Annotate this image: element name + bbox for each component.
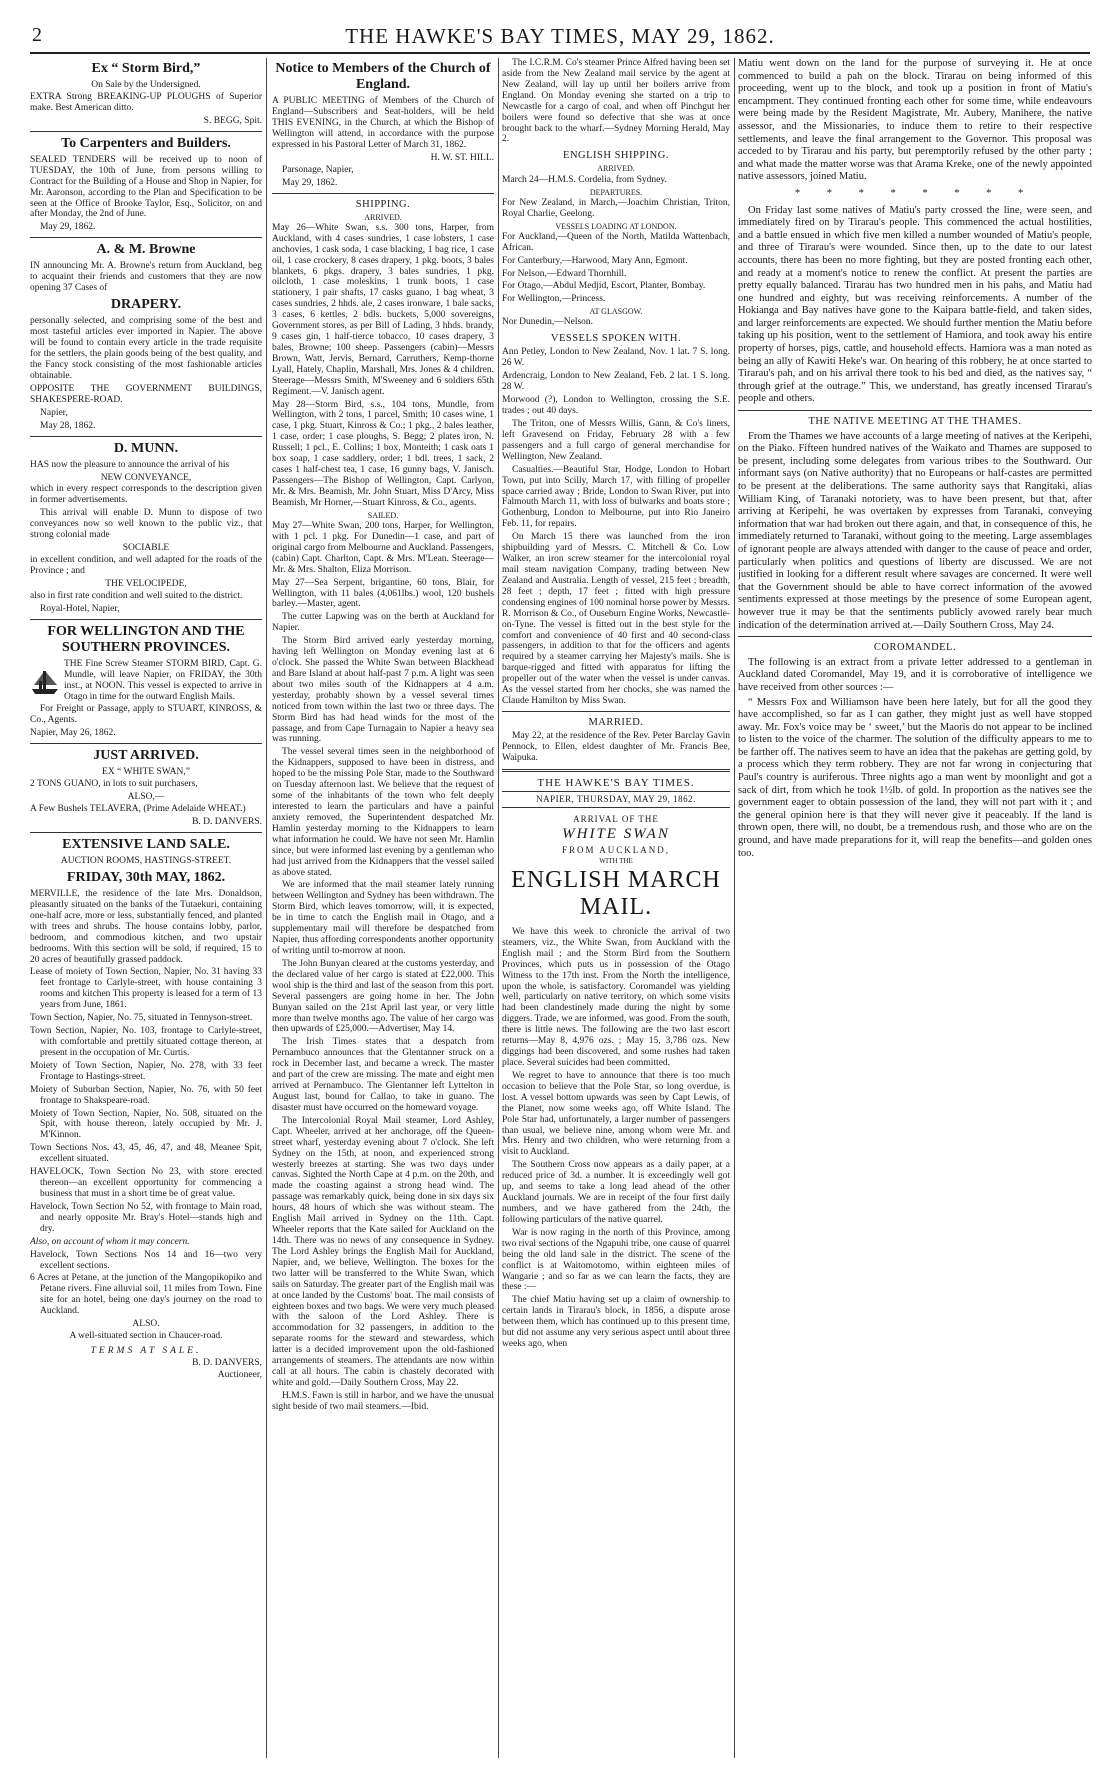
- subheading: ARRIVED.: [364, 212, 402, 222]
- ad-sub: EX “ WHITE SWAN,”: [102, 767, 190, 778]
- divider: [272, 193, 494, 194]
- column-rule: [734, 58, 735, 1758]
- paragraph: The Storm Bird arrived early yesterday morning, having left Wellington on Monday evening last at 6 o'clock. She passed the White Swan between Blackhead and Bare Island at about half-past 7 p.m. A light was seen about two miles south of the Kidnappers at 4 a.m. yesterday, probably shown by a vessel several times noticed from town within the last two or three days. The Storm Bird has had head winds for the most of the passage, and from Cape Turnagain to Napier a heavy sea was running.: [272, 636, 494, 745]
- ad-title: A. & M. Browne: [96, 242, 196, 258]
- editorial-masthead: THE HAWKE'S BAY TIMES.: [537, 776, 695, 789]
- notice-date: May 29, 1862.: [282, 177, 338, 188]
- divider: [738, 410, 1092, 411]
- column-2: [272, 58, 494, 1763]
- ad-signature: B. D. DANVERS,: [192, 1357, 262, 1368]
- church-notice: [272, 61, 494, 189]
- ad-body: SEALED TENDERS will be received up to noon of TUESDAY, the 10th of June, from persons willing to Contract for the Building of a House and Shop in Napier, for Mr. Aaronson, according to the Plan and Specification to be seen at the Office of Brooke Taylor, Esq., Solicitor, on and after Monday, the 2nd of June.: [30, 154, 262, 220]
- paragraph: The Triton, one of Messrs Willis, Gann, & Co's liners, left Gravesend on Friday, February 28 with a few passengers and a full cargo of general merchandise for Wellington, New Zealand.: [502, 419, 730, 462]
- divider: [738, 636, 1092, 637]
- ad-signature: B. D. DANVERS.: [192, 817, 262, 827]
- paragraph: On March 15 there was launched from the iron shipbuilding yard of Messrs. C. Mitchell & Co. Low Walker, an iron screw steamer for the intercolonial royal mail steam navigation Company, trading between New Zealand and Australia. Length of vessel, 215 feet ; breadth, 28 feet ; depth, 17 feet ; fitted with high pressure condensing engines of 100 nominal horse power by Messrs. R. Morrison & Co., of Ouseburn Engine Works, Newcastle-on-Tyne. The vessel is fitted out in the best style for the comfort and convenience of 40 first and 40 second-class passengers, in addition to that for the officers and agents required by a steamer carrying her Majesty's mails. She is barque-rigged and fitted with apparatus for lifting the propeller out of the water when the vessel is under canvas. As the vessel started from her chocks, she was named the Claude Hamilton by Miss Swan.: [502, 532, 730, 707]
- just-arrived-ad: [30, 748, 262, 828]
- lot: Town Sections Nos. 43, 45, 46, 47, and 48, Meanee Spit, excellent situated.: [30, 1143, 262, 1165]
- divider: [30, 131, 262, 132]
- section-heading: SHIPPING.: [355, 198, 411, 210]
- lot: Town Section, Napier, No. 75, situated in Tennyson-street.: [30, 1013, 253, 1024]
- ad-date: May 28, 1862.: [40, 420, 96, 431]
- paragraph: The Southern Cross now appears as a daily paper, at a reduced price of 3d. a number. It is exceedingly well got up, and seems to take a long lead ahead of the other Auckland journals. We are in receipt of the four first daily numbers, and we have gathered from the 24th, the following particulars of the native quarrel.: [502, 1160, 730, 1225]
- shipping-entry: For New Zealand, in March,—Joachim Christian, Triton, Royal Charlie, Geelong.: [502, 197, 730, 219]
- section-heading: ENGLISH SHIPPING.: [563, 150, 669, 162]
- section-heading: VESSELS SPOKEN WITH.: [550, 333, 682, 345]
- divider: [502, 769, 730, 772]
- dateline: NAPIER, THURSDAY, MAY 29, 1862.: [502, 791, 730, 807]
- lot: Also, on account of whom it may concern.: [30, 1236, 190, 1247]
- shipping-entry: For Auckland,—Queen of the North, Matilda Wattenbach, African.: [502, 231, 730, 253]
- divider: [30, 832, 262, 833]
- ad-body: EXTRA Strong BREAKING-UP PLOUGHS of Superior make. Best American ditto.: [30, 92, 262, 113]
- subheading: AT GLASGOW.: [589, 307, 643, 317]
- shipping-entry: For Canterbury,—Harwood, Mary Ann, Egmont.: [502, 255, 688, 266]
- paragraph: The chief Matiu having set up a claim of ownership to certain lands in Tirarau's block, in 1856, a dispute arose between them, which has continued up to this present time, but did not assume any very serious aspect until about three weeks ago, when: [502, 1295, 730, 1350]
- ad-text: which in every respect corresponds to the description given in former advertisements.: [30, 484, 262, 506]
- page-header: [30, 20, 1090, 54]
- paragraph: The cutter Lapwing was on the berth at Auckland for Napier.: [272, 612, 494, 634]
- shipping-entry: Ardencraig, London to New Zealand, Feb. 2 lat. 1 S. long. 28 W.: [502, 371, 730, 393]
- ad-item: THE VELOCIPEDE,: [105, 578, 187, 589]
- ad-signature: S. BEGG, Spit.: [203, 115, 262, 126]
- ad-title: FOR WELLINGTON AND THE SOUTHERN PROVINCES.: [47, 623, 245, 655]
- ad-item: NEW CONVEYANCE,: [100, 472, 192, 483]
- shipping-entry: May 26—White Swan, s.s. 300 tons, Harper, from Auckland, with 4 cases sundries, 1 case lobsters, 1 case anchovies, 1 cask soda, 1 case blacking, 1 bag rice, 1 case oil, 1 case crockery, 8 cases drapery, 1 pkg. boots, 3 bales blankets, 6 pkgs. drapery, 3 bales sundries, 1 pkg. oilcloth, 1 case moleskins, 1 trunk boots, 1 case stationery, 1 pair shafts, 17 casks guano, 1 bag wheat, 3 cases sundries, 2 hhds. ale, 2 cases ironware, 1 bale sacks, 3 cases, 6 kettles, 2 bdls. buckets, 5,000 sovereigns, Government stores, as per Bill of Lading, 3 hhds. brandy, 9 cases gin, 1 half-tierce tobacco, 10 cases drapery, 3 bales, Browne; 100 sheep. Passengers (cabin)—Messrs Brown, Watt, Jervis, Bernard, Carruthers, Kemp-thorne Lyall, Hately, Chaplin, Marshall, Mrs. Jones & 4 children. Steerage—Messrs Smith, M'Sweeney and 6 soldiers 65th Regiment.—V. Janisch agent.: [272, 222, 494, 397]
- lot: HAVELOCK, Town Section No 23, with store erected thereon—an excellent opportunity for commencing a business that must in a short time be of great value.: [30, 1167, 262, 1199]
- notice-title: Notice to Members of the Church of England.: [275, 61, 491, 93]
- ad-body: A Few Bushels TELAVERA, (Prime Adelaide WHEAT.): [30, 804, 246, 815]
- page-number: 2: [32, 24, 42, 46]
- lot: Moiety of Town Section, Napier, No. 508, situated on the Spit, with house thereon, lately occupied by Mr. J. M'Kinnon.: [30, 1108, 262, 1141]
- wellington-ad: [30, 624, 262, 740]
- ad-text: This arrival will enable D. Munn to dispose of two conveyances now so well known to the public viz., that strong colonial made: [30, 508, 262, 541]
- paragraph: May 22, at the residence of the Rev. Peter Barclay Gavin Pennock, to Ellen, eldest daughter of Mr. Francis Bee, Waipuka.: [502, 731, 730, 763]
- column-4: [738, 58, 1092, 1763]
- column-rule: [266, 58, 267, 1758]
- shipping-entry: For Wellington,—Princess.: [502, 294, 606, 305]
- shipping-entry: Morwood (?), London to Wellington, crossing the S.E. trades ; out 40 days.: [502, 395, 730, 417]
- shipping-entry: May 27—Sea Serpent, brigantine, 60 tons, Blair, for Wellington, with 11 bales (4,061lbs.) wool, 120 bushels barley.—Master, agent.: [272, 577, 494, 610]
- subheading: ARRIVED.: [597, 164, 635, 174]
- lot: Havelock, Town Sections Nos 14 and 16—two very excellent sections.: [30, 1249, 262, 1271]
- column-3: [502, 58, 730, 1763]
- ad-date: Napier, May 26, 1862.: [30, 728, 116, 739]
- munn-ad: [30, 441, 262, 615]
- ad-freight: For Freight or Passage, apply to STUART, KINROSS, & Co., Agents.: [30, 704, 262, 726]
- paragraph: The Irish Times states that a despatch from Pernambuco announces that the Glentanner struck on a rock in December last, and became a wreck. The master and part of the crew are missing. The mate and eight men arrived at Pernambuco. The Glentanner left Lyttelton in August last, bound for Callao, to take in guano. The disaster must have occurred on the homeward voyage.: [272, 1037, 494, 1113]
- ad-date: May 29, 1862.: [40, 222, 96, 233]
- paragraph: The vessel several times seen in the neighborhood of the Kidnappers, supposed to have been in distress, and hoped to be the missing Pole Star, made to the Southward on Tuesday afternoon last. We believe that the request of some of the inhabitants of the town who felt deeply interested to learn the particulars and have a painful anxiety removed, the Superintendent despatched Mr. Hamlin yesterday morning to the Kidnappers to learn what information he could. We have not seen Mr. Hamlin since, but were informed last evening by a gentleman who had just arrived from the Kidnappers that the vessel sailed as above stated.: [272, 747, 494, 878]
- from-label: FROM AUCKLAND,: [561, 845, 670, 856]
- browne-ad: [30, 242, 262, 431]
- shipping-section: [272, 199, 494, 1413]
- divider: [30, 436, 262, 437]
- with-label: WITH THE: [599, 856, 633, 865]
- ad-intro: HAS now the pleasure to announce the arrival of his: [30, 459, 230, 470]
- ad-text: also in first rate condition and well suited to the district.: [30, 590, 243, 601]
- lot: Lease of moiety of Town Section, Napier, No. 31 having 33 feet frontage to Carlyle-street, with house containing 3 rooms and kitchen This property is leased for a term of 13 years from June, 1861.: [30, 967, 262, 1011]
- subheading: SAILED.: [367, 510, 399, 520]
- paragraph: We are informed that the mail steamer lately running between Wellington and Sydney has been withdrawn. The Storm Bird, which leaves tomorrow, will, it is expected, be in time to catch the English mail in Otago, and a supplementary mail will therefore be despatched from Napier, thus affording correspondents another opportunity of writing until to-morrow at noon.: [272, 880, 494, 956]
- paragraph: On Friday last some natives of Matiu's party crossed the line, were seen, and immediately fired on by Tirarau's people. This commenced the actual hostilities, and a battle ensued in which five men killed a number wounded of Matiu's people, and three of Tirarau's were wounded. Since then, up to the date to our latest accounts, there has been no more fighting, but they are posted fronting each other, and ready at a moment's notice to renew the conflict. At present the parties are pretty equally balanced. Tirarau has two hundred men in his pahs, and Matiu had one hundred and eighty, but was receiving reinforcements. A number of the Hokianga and Bay natives have gone to the Kaipara battle-field, and taken sides, and larger reinforcements are expected. We should further mention the Matiu before taking up his position, went to the settlement of Hamiora, and took away his entire property of horses, pigs, cattle, and household effects. Hamiora was a man noted as being an ally of Kawiti Heke's war. On hearing of this robbery, he at once started to Tirarau's pah, and on his arrival there took to his bed and died, as the natives say, “ through grief at the outrage.” This, we understand, has greatly incensed Tirarau's people and others.: [738, 204, 1092, 405]
- ad-signature: Royal-Hotel, Napier,: [40, 603, 120, 614]
- ad-title: JUST ARRIVED.: [93, 748, 199, 764]
- shipping-entry: May 28—Storm Bird, s.s., 104 tons, Mundle, from Wellington, with 2 tons, 1 parcel, Smith; 10 cases wine, 1 case, 1 pkg. Stuart, Kinross & Co.; 1 pkg., 2 bales leather, 1 case, order; 1 case ploughs, S. Begg; 2 plates iron, N. Russell; 1 pcl., E. Collins; 1 box, Monteith; 1 cask oats 1 box soap, 1 case saddlery, order; 1 bdl. trees, 1 sack, 2 cases 1 half-chest tea, 1 case, 16 gunny bags, V. Janisch. Passengers—The Bishop of Wellington, Capt. Carlyon, Mr. & Mrs. Beamish, Mr. John Stuart, Miss D'Arcy, Miss Beamish, Mr Horner,—Stuart Kinross, & Co., agents.: [272, 399, 494, 508]
- storm-bird-ad: [30, 61, 262, 127]
- paragraph: H.M.S. Fawn is still in harbor, and we have the unusual sight beside of two mail steamers.—Ibid.: [272, 1390, 494, 1412]
- ad-body: THE Fine Screw Steamer STORM BIRD, Capt. G. Mundle, will leave Napier, on FRIDAY, the 30th inst., at NOON. This vessel is expected to arrive in Otago in time for the outward English Mails.: [64, 658, 262, 702]
- column-1: [30, 58, 262, 1763]
- paragraph: The I.C.R.M. Co's steamer Prince Alfred having been set aside from the New Zealand mail service by the agent at New Zealand, will lay up until her boilers arrive from England. On Monday evening she started on a trip to Newcastle for a cargo of coal, and when off Pinchgut her boilers were found so defective that she was at once brought back to the wharf.—Sydney Morning Herald, May 2.: [502, 58, 730, 145]
- ad-sub: AUCTION ROOMS, HASTINGS-STREET.: [60, 856, 232, 867]
- ship-name: WHITE SWAN: [562, 826, 670, 843]
- paragraph: War is now raging in the north of this Province, among two rival sections of the Ngapuhi tribe, one cause of quarrel being the old land sale in the district. The scene of the conflict is at Waitomotomo, within eighteen miles of Wangarie ; and so far as we can learn the facts, they are these :—: [502, 1227, 730, 1293]
- sale-date: FRIDAY, 30th MAY, 1862.: [66, 869, 226, 885]
- paragraph: We regret to have to announce that there is too much occasion to believe that the Pole Star, so long overdue, is lost. A vessel bottom upwards was seen by Capt Lewis, of the Planet, now some weeks ago, off White Island. The Pole Star had, unfortunately, a larger number of passengers than usual, we believe nine, among whom were Mr. and Mrs. Henry and two children, who were returning from a visit to Auckland.: [502, 1070, 730, 1158]
- paragraph: We have this week to chronicle the arrival of two steamers, viz., the White Swan, from Auckland with the English mail ; and the Storm Bird from the Southern Provinces, which puts us in possession of the Otago Witness to the 17th inst. From the North the intelligence, upon the whole, is satisfactory. Coromandel was yielding well, particularly on native territory, on which some visits had been clandestinely made during the night by some diggers. Trade, we are informed, was good. From the south, there is little news. The following are the two last escort returns—May 8, 4,976 ozs. ; May 15, 3,786 ozs. New diggings had been discovered, and some rushes had taken place. Several suicides had been committed.: [502, 926, 730, 1069]
- asterism: * * * * * * * *: [794, 187, 1036, 199]
- ad-body: 2 TONS GUANO, in lots to suit purchasers,: [30, 779, 198, 790]
- ad-title: EXTENSIVE LAND SALE.: [62, 836, 230, 852]
- ad-place: Napier,: [40, 407, 68, 418]
- divider: [30, 743, 262, 744]
- ad-address: OPPOSITE THE GOVERNMENT BUILDINGS, SHAKESPERE-ROAD.: [30, 383, 262, 405]
- paragraph: From the Thames we have accounts of a large meeting of natives at the Keripehi, on the Piako. Fifteen hundred natives of the Waikato and Thames are supposed to be present, including some delegates from various tribes to the Southward. Our informant says (on Native authority) that no Europeans or half-castes are permitted to be present at the deliberations. The same authority says that Rangitaki, alias William King, of Taranaki notoriety, was to have been present, but that, after arriving at Keripehi, he was overtaken by expresses from Taranaki, conveying information that war had broken out there again, and that, in consequence of this, he immediately returned to Taranaki, without going to the meeting. Large assemblages of ignorant people are always attended with danger to the cause of peace and order, particularly when politics and questions of liberty are discussed. We are not justified in looking for a different result where savages are concerned. It were well that the Government should be able to have correct information of the avowed sentiments expressed at those meetings by the presence of some European agent, however true it may be that the sentiments publicly avowed rarely bear much indication of the determination arrived at.—Daily Southern Cross, May 24.: [738, 430, 1092, 631]
- ad-title: Ex “ Storm Bird,”: [91, 61, 201, 76]
- section-heading: COROMANDEL.: [873, 642, 957, 654]
- notice-place: Parsonage, Napier,: [282, 164, 354, 175]
- masthead-title: THE HAWKE'S BAY TIMES, MAY 29, 1862.: [345, 24, 775, 48]
- carpenters-ad: [30, 136, 262, 234]
- subheading: DEPARTURES.: [589, 187, 643, 197]
- lot: Moiety of Town Section, Napier, No. 278, with 33 feet Frontage to Hastings-street.: [30, 1060, 262, 1082]
- paragraph: Matiu went down on the land for the purpose of surveying it. He at once commenced to build a pah on the block. Tirarau on being informed of this proceeding, went up to the block, and took up a position in front of Matiu's encampment. They continued fronting each other for some time, while endeavours were being made by the Resident Magistrate, Mr. Aubery, Manihere, the native assessor, and the Missionaries, to induce them to retire to their respective settlements, and leave the final arrangement to the Governor. This proposal was acceded to by Tirarau and his party, but peremptorily refused by the other party ; and what made the matter worse was that Arama Kreke, one of the newly appointed native assessors, joined Matiu.: [738, 58, 1092, 183]
- subheading: VESSELS LOADING AT LONDON.: [555, 221, 677, 231]
- shipping-entry: For Nelson,—Edward Thornhill.: [502, 268, 627, 279]
- paragraph: “ Messrs Fox and Williamson have been here lately, but for all the good they have accomplished, so far as I can gather, they might just as well have stopped away. Mr. Fox's voice may be ‘ sweet,’ but the Maoris do not appear to be inclined to listen to the voice of the charmer. The solution of the difficulty appears to me to be farther off. The natives seem to have an idea that the pakehas are getting gold, by a process which they term robbery. They are not far wrong in conjecturing that Paul's country is auriferous. Three nights ago a man went by moonlight and got a sack of dirt, from which he took 1½lb. of gold. In proportion as the natives see the government eager to obtain possession of the land, they will not part with it ; and the general opinion here is that they will never give it peaceably. If the land is thrown open, there will, no doubt, be a tremendous rush, and those who are on the ground, and have made preparations for it, will reap the benefits—and golden ones too.: [738, 696, 1092, 859]
- section-heading: THE NATIVE MEETING AT THE THAMES.: [808, 416, 1022, 428]
- ad-body: personally selected, and comprising some of the best and most tasteful articles ever imported in Napier. The above will be found to contain every article in the trade requisite for the settlers, the plain goods being of the best quality, and the Fancy stock consisting of the most fashionable articles obtainable.: [30, 316, 262, 381]
- section-heading: MARRIED.: [588, 716, 644, 728]
- shipping-entry: March 24—H.M.S. Cordelia, from Sydney.: [502, 174, 667, 185]
- lot: Moiety of Suburban Section, Napier, No. 76, with 50 feet frontage to Shakspeare-road.: [30, 1084, 262, 1106]
- paragraph: The following is an extract from a private letter addressed to a gentleman in Auckland dated Coromandel, May 19, and it is corroborative of intelligence we have received from other sources :—: [738, 656, 1092, 693]
- divider: [30, 619, 262, 620]
- ad-title: To Carpenters and Builders.: [61, 135, 231, 151]
- ad-intro: IN announcing Mr. A. Browne's return from Auckland, beg to acquaint their friends and customers that they are now opening 37 Cases of: [30, 261, 262, 294]
- paragraph: Casualties.—Beautiful Star, Hodge, London to Hobart Town, put into Scilly, March 17, with filling of propeller space carried away ; Bride, London to Swan River, put into Falmouth March 11, with loss of bulwarks and boats store ; Gothenburg, London to Melbourne, put into Rio Janeiro Feb. 11, for repairs.: [502, 464, 730, 530]
- divider: [30, 237, 262, 238]
- shipping-entry: Nor Dunedin,—Nelson.: [502, 317, 594, 328]
- notice-body: A PUBLIC MEETING of Members of the Church of England—Subscribers and Seat-holders, will be held THIS EVENING, in the Church, at which the Bishop of Wellington will attend, in accordance with the purpose expressed in his Pastoral Letter of March 31, 1862.: [272, 96, 494, 150]
- ad-body: MERVILLE, the residence of the late Mrs. Donaldson, pleasantly situated on the banks of the Tutaekuri, containing one-half acre, more or less, substantially fenced, and planted with trees and shrubs. The house contains lobby, parlor, bedroom, and commodious kitchen, and two upstair bedrooms. With this section will be sold, if required, 15 to 20 acres of beautifully grassed paddock.: [30, 889, 262, 965]
- ad-body: A well-situated section in Chaucer-road.: [69, 1331, 223, 1342]
- english-mail-heading: ENGLISH MARCH MAIL.: [511, 866, 721, 921]
- land-sale-ad: [30, 837, 262, 1381]
- ad-also: ALSO,—: [127, 792, 165, 803]
- lot: 6 Acres at Petane, at the junction of the Mangopikopiko and Petane rivers. Fine alluvial soil, 11 miles from Town. Fine site for an hotel, being one day's journey on the road to Auckland.: [30, 1273, 262, 1317]
- column-rule: [498, 58, 499, 1758]
- ad-title: D. MUNN.: [113, 440, 179, 456]
- shipping-entry: May 27—White Swan, 200 tons, Harper, for Wellington, with 1 pcl. 1 pkg. For Dunedin—1 case, and part of original cargo from Melbourne and Auckland. Passengers, (cabin) Capt. Charlton, Capt. & Mrs. M'Lean. Steerage—Mr. & Mrs. Shalton, Eliza Morrison.: [272, 520, 494, 575]
- lot: Havelock, Town Section No 52, with frontage to Main road, and nearly opposite Mr. Bray's Hotel—stands high and dry.: [30, 1201, 262, 1234]
- steamer-icon: [30, 661, 60, 697]
- ad-sub: On Sale by the Undersigned.: [91, 80, 201, 91]
- divider: [502, 711, 730, 712]
- ad-heading: DRAPERY.: [110, 297, 182, 313]
- notice-signature: H. W. ST. HILL.: [430, 152, 494, 163]
- shipping-entry: For Otago,—Abdul Medjid, Escort, Planter, Bombay.: [502, 281, 706, 292]
- ad-also: ALSO.: [132, 1319, 160, 1330]
- shipping-entry: Ann Petley, London to New Zealand, Nov. 1 lat. 7 S. long. 26 W.: [502, 347, 730, 369]
- paragraph: The Intercolonial Royal Mail steamer, Lord Ashley, Capt. Wheeler, arrived at her anchorage, off the Queen-street wharf, yesterday evening about 7 o'clock. She left Sydney on the 15th, at noon, and experienced strong westerly breezes at starting. She was two days under canvas. Sighted the North Cape at 4 p.m. on the 20th, and made the coasting against a strong head wind. The passage was remarkably quick, being done in six days six hours, 48 hours of which she was without steam. The English Mail arrived in Sydney on the 11th. Capt. Wheeler reports that the Kate sailed for Auckland on the 14th. There was no news of any consequence in Sydney. The Lord Ashley brings the English Mail for Auckland, Napier, and, we believe, Wellington. The boxes for the two latter will be transferred to the White Swan, which sails on Saturday. The greater part of the English mail was at once landed by the Customs' boat. The mail consists of eighteen boxes and two bags. We were very much pleased with the saloon of the Lord Ashley. There is accommodation for 32 passengers, in addition to the separate rooms for the steward and stewardess, which latter is a decided improvement upon the old-fashioned arrangements of steamers. The attendants are now within call at all hours. The cabin is chastely decorated with white and gold.—Daily Southern Cross, May 22.: [272, 1115, 494, 1388]
- ad-item: SOCIABLE: [122, 543, 170, 554]
- lot: Town Section, Napier, No. 103, frontage to Carlyle-street, with comfortable and prettily situated cottage thereon, at present in the occupation of Mr. Curtis.: [30, 1026, 262, 1058]
- paragraph: The John Bunyan cleared at the customs yesterday, and the declared value of her cargo is stated at £22,000. This wool ship is the third and last of the season from this port. Several passengers are going home in her. The John Bunyan sailed on the 21st April last year, or very little more than twelve months ago. The value of her cargo was then upwards of £25,000.—Advertiser, May 14.: [272, 958, 494, 1035]
- terms: TERMS AT SALE.: [90, 1345, 202, 1356]
- arrival-label: ARRIVAL OF THE: [573, 813, 659, 824]
- ad-signature-title: Auctioneer,: [217, 1369, 262, 1380]
- ad-text: in excellent condition, and well adapted for the roads of the Province ; and: [30, 554, 262, 576]
